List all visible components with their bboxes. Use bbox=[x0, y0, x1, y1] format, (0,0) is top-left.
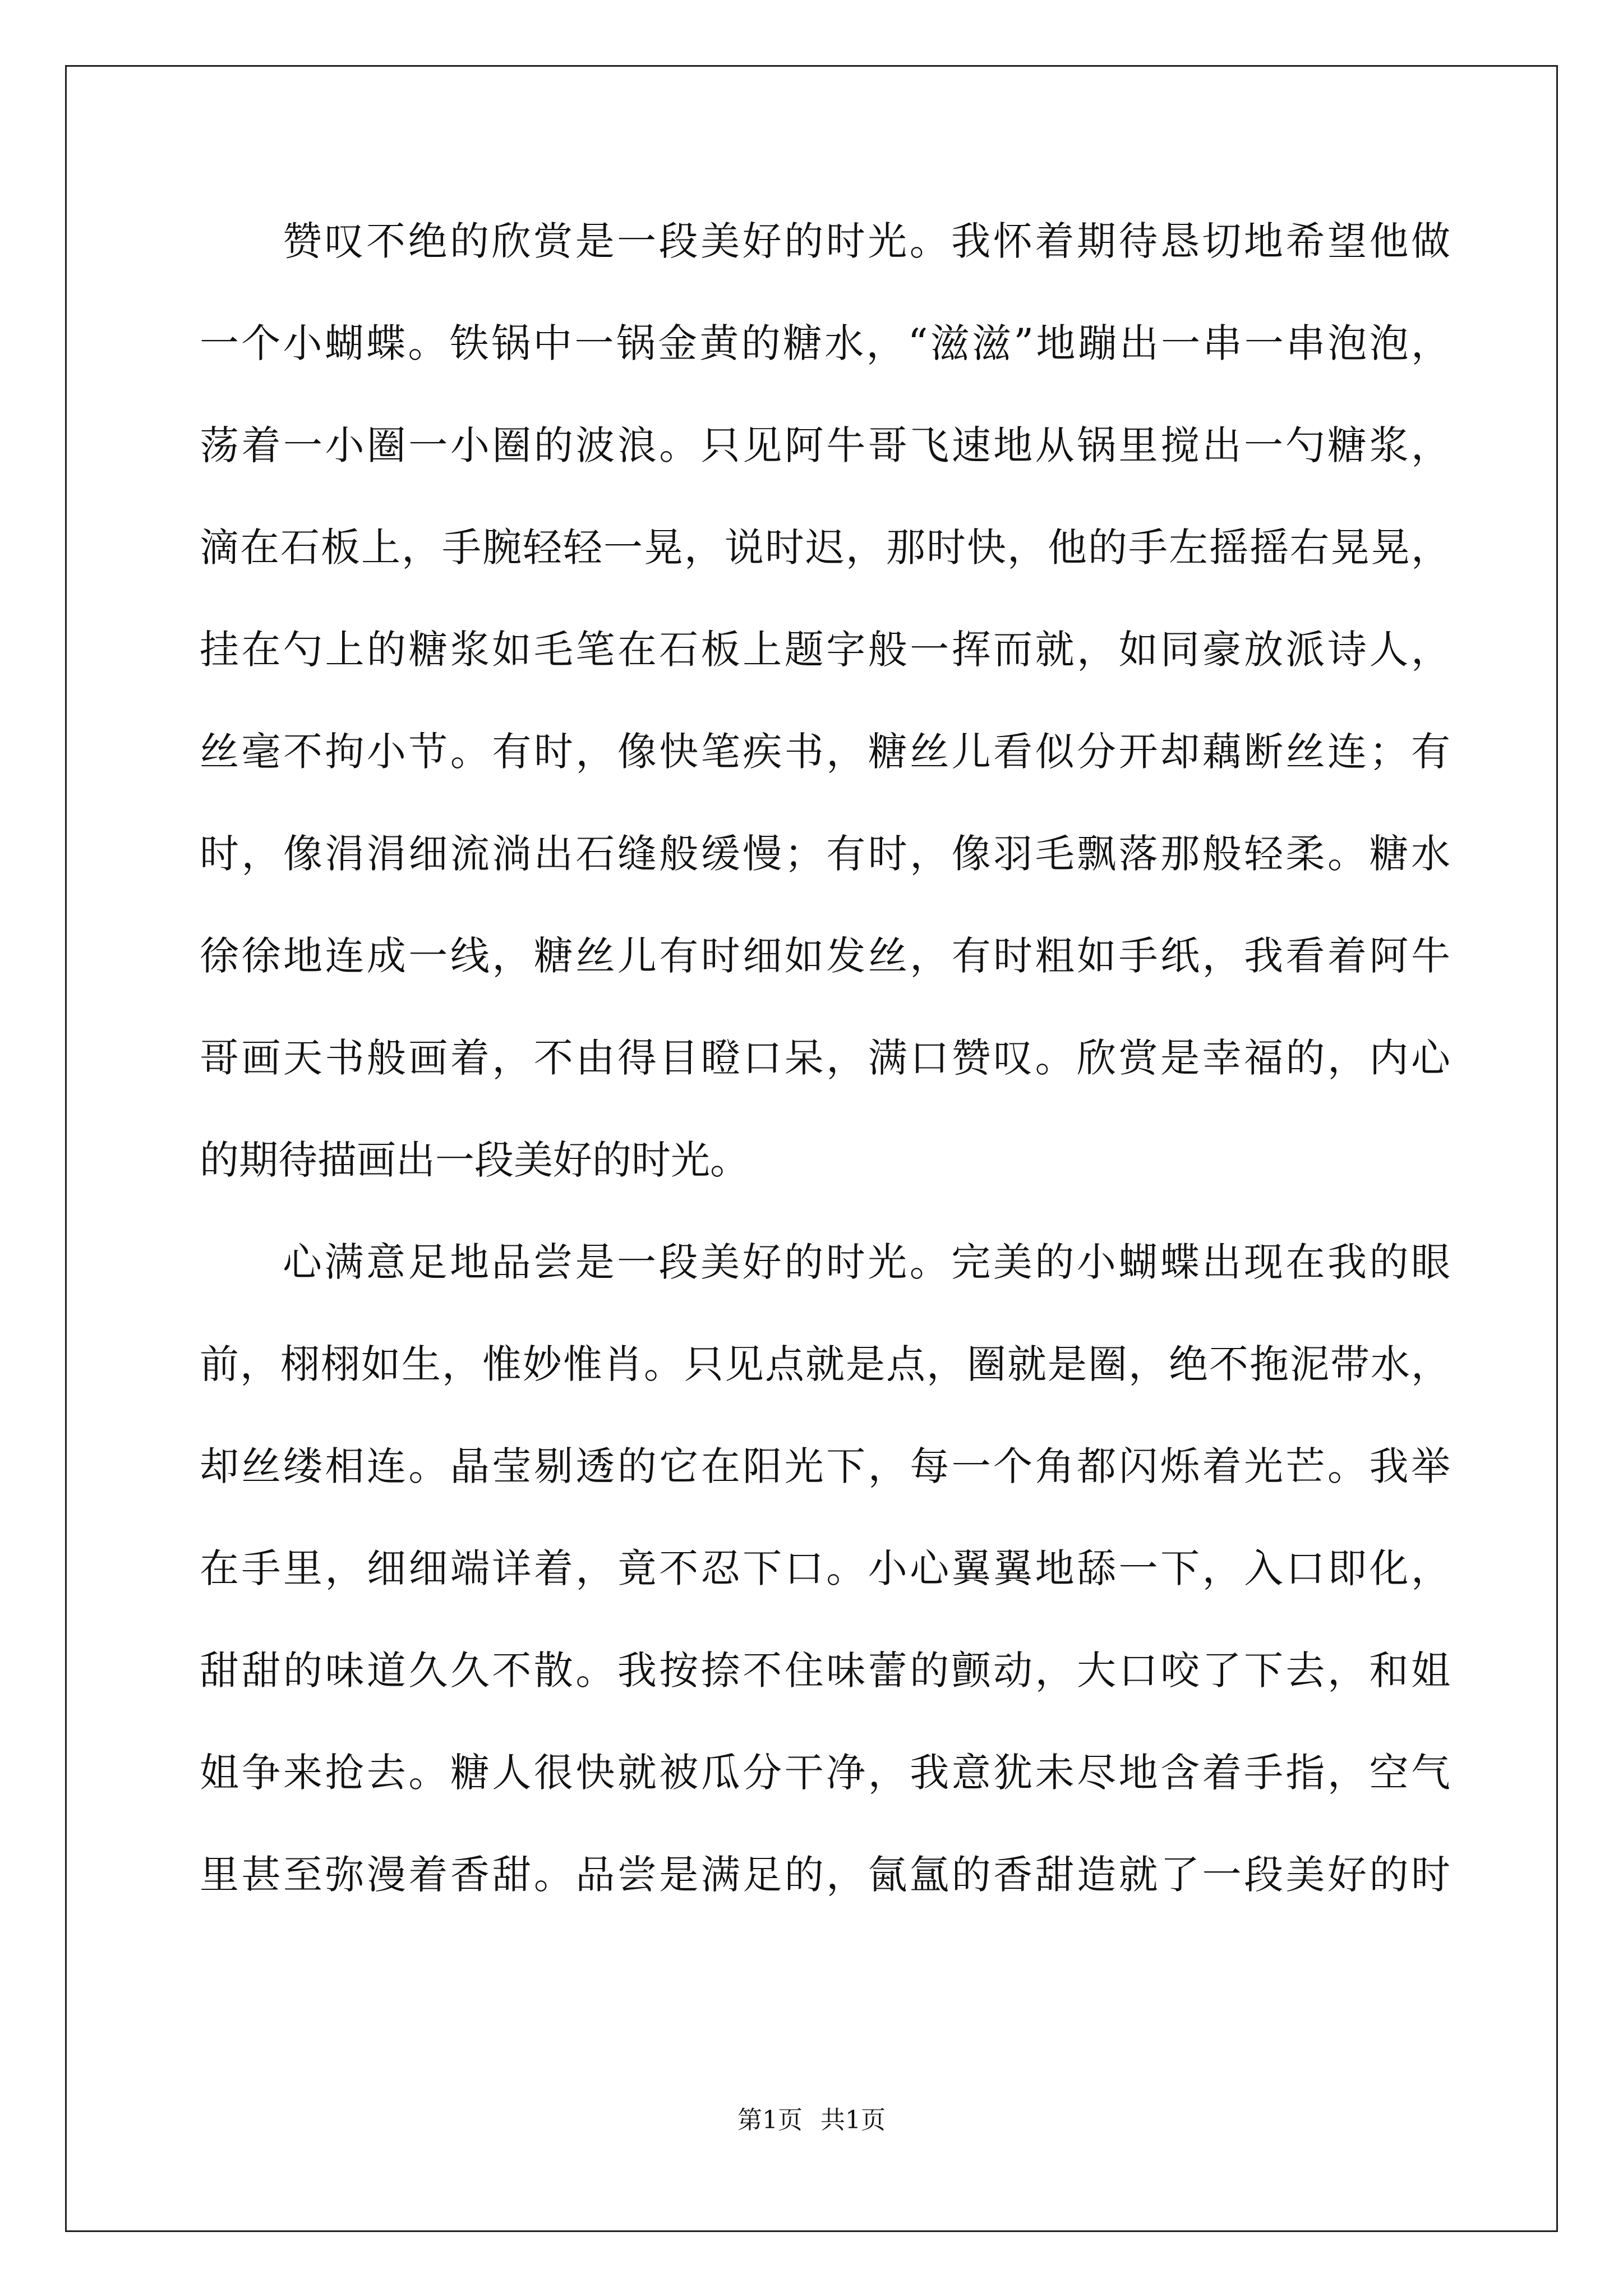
paragraph-1-line-7: 时，像涓涓细流淌出石缝般缓慢；有时，像羽毛飘落那般轻柔。糖水 bbox=[200, 831, 1450, 877]
total-pages: 共1页 bbox=[820, 2106, 886, 2134]
paragraph-1-line-10: 的期待描画出一段美好的时光。 bbox=[200, 1137, 749, 1183]
paragraph-2-line-3: 却丝缕相连。晶莹剔透的它在阳光下，每一个角都闪烁着光芒。我举 bbox=[200, 1443, 1450, 1489]
paragraph-1-line-2: 一个小蝴蝶。铁锅中一锅金黄的糖水，“滋滋”地蹦出一串一串泡泡， bbox=[200, 320, 1450, 366]
paragraph-1-line-4: 滴在石板上，手腕轻轻一晃，说时迟，那时快，他的手左摇摇右晃晃， bbox=[200, 524, 1450, 570]
paragraph-1-line-8: 徐徐地连成一线，糖丝儿有时细如发丝，有时粗如手纸，我看着阿牛 bbox=[200, 933, 1450, 979]
paragraph-1-line-6: 丝毫不拘小节。有时，像快笔疾书，糖丝儿看似分开却藕断丝连；有 bbox=[200, 729, 1450, 775]
paragraph-2-line-7: 里甚至弥漫着香甜。品尝是满足的，氤氲的香甜造就了一段美好的时 bbox=[200, 1852, 1450, 1898]
paragraph-1-line-5: 挂在勺上的糖浆如毛笔在石板上题字般一挥而就，如同豪放派诗人， bbox=[200, 627, 1450, 673]
paragraph-2-line-2: 前，栩栩如生，惟妙惟肖。只见点就是点，圈就是圈，绝不拖泥带水， bbox=[200, 1341, 1450, 1387]
paragraph-1-line-9: 哥画天书般画着，不由得目瞪口呆，满口赞叹。欣赏是幸福的，内心 bbox=[200, 1035, 1450, 1081]
page-footer bbox=[0, 2105, 1623, 2136]
paragraph-2-line-4: 在手里，细细端详着，竟不忍下口。小心翼翼地舔一下，入口即化， bbox=[200, 1545, 1450, 1591]
paragraph-2-line-1: 心满意足地品尝是一段美好的时光。完美的小蝴蝶出现在我的眼 bbox=[283, 1239, 1450, 1285]
paragraph-1-line-1: 赞叹不绝的欣赏是一段美好的时光。我怀着期待恳切地希望他做 bbox=[283, 218, 1450, 264]
paragraph-1-line-3: 荡着一小圈一小圈的波浪。只见阿牛哥飞速地从锅里搅出一勺糖浆， bbox=[200, 422, 1450, 468]
page-number: 第1页 bbox=[737, 2106, 803, 2134]
paragraph-2-line-5: 甜甜的味道久久不散。我按捺不住味蕾的颤动，大口咬了下去，和姐 bbox=[200, 1648, 1450, 1694]
paragraph-2-line-6: 姐争来抢去。糖人很快就被瓜分干净，我意犹未尽地含着手指，空气 bbox=[200, 1750, 1450, 1796]
